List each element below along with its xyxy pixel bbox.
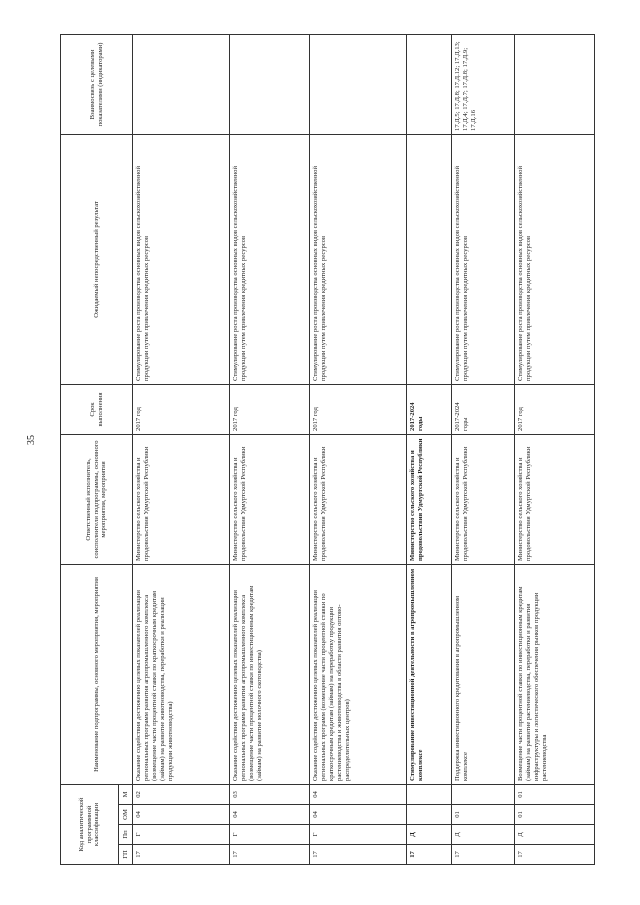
cell-period: 2017 год (309, 384, 406, 434)
cell-gp: 17 (309, 845, 406, 865)
cell-m (452, 784, 515, 804)
cell-pp: Г (309, 825, 406, 845)
table-row (230, 34, 310, 864)
cell-m: 03 (230, 784, 310, 804)
cell-relation (133, 34, 230, 134)
cell-gp: 17 (133, 845, 230, 865)
cell-result: Стимулирование роста производства основных видов сельскохозяйственной продукции путем привлечения кредитных ресурсов (309, 134, 406, 384)
cell-name: Стимулирование инвестиционной деятельности в агропромышленном комплексе (407, 564, 452, 784)
period-header: Срок выполнения (61, 384, 133, 434)
cell-om: 01 (515, 805, 595, 825)
cell-pp: Г (230, 825, 310, 845)
cell-responsible: Министерство сельского хозяйства и продовольствия Удмуртской Республики (452, 434, 515, 564)
cell-result: Стимулирование роста производства основных видов сельскохозяйственной продукции путем привлечения кредитных ресурсов (452, 134, 515, 384)
cell-m (407, 784, 452, 804)
cell-period: 2017 год (230, 384, 310, 434)
cell-period: 2017 год (515, 384, 595, 434)
cell-gp: 17 (407, 845, 452, 865)
cell-name: Возмещение части процентной ставки по инвестиционным кредитам (займам) на развитие растениеводства, переработки и развития инфраструктуры и логистического обеспечения рынков продукции растениеводства (515, 564, 595, 784)
table-row (133, 34, 230, 864)
code-pp-header: Пп (119, 825, 133, 845)
cell-om: 01 (452, 805, 515, 825)
cell-m: 02 (133, 784, 230, 804)
cell-responsible: Министерство сельского хозяйства и продовольствия Удмуртской Республики (407, 434, 452, 564)
cell-om (407, 805, 452, 825)
program-table (60, 34, 595, 865)
table-body (133, 34, 595, 864)
cell-responsible: Министерство сельского хозяйства и продовольствия Удмуртской Республики (133, 434, 230, 564)
cell-period: 2017-2024 годы (407, 384, 452, 434)
cell-om: 04 (133, 805, 230, 825)
cell-result: Стимулирование роста производства основных видов сельскохозяйственной продукции путем привлечения кредитных ресурсов (230, 134, 310, 384)
cell-om: 04 (309, 805, 406, 825)
cell-gp: 17 (230, 845, 310, 865)
cell-pp: Г (133, 825, 230, 845)
cell-m: 04 (309, 784, 406, 804)
code-gp-header: ГП (119, 845, 133, 865)
code-om-header: ОМ (119, 805, 133, 825)
cell-period: 2017-2024 годы (452, 384, 515, 434)
header-row-1 (61, 34, 119, 864)
cell-pp: Д (515, 825, 595, 845)
cell-name: Оказание содействия достижению целевых показателей реализации региональных программ развития агропромышленного комплекса (возмещение части процентной ставки по инвестиционным кредитам (займам) на развитие молочного скотоводства) (230, 564, 310, 784)
table-row (452, 34, 515, 864)
cell-responsible: Министерство сельского хозяйства и продовольствия Удмуртской Республики (515, 434, 595, 564)
cell-responsible: Министерство сельского хозяйства и продовольствия Удмуртской Республики (230, 434, 310, 564)
cell-om: 04 (230, 805, 310, 825)
cell-pp: Д (452, 825, 515, 845)
rotated-table-container (60, 35, 595, 865)
cell-pp: Д (407, 825, 452, 845)
name-header: Наименование подпрограммы, основного мероприятия, мероприятия (61, 564, 133, 784)
cell-gp: 17 (515, 845, 595, 865)
responsible-header: Ответственный исполнитель, соисполнители подпрограммы, основного мероприятия, мероприятия (61, 434, 133, 564)
cell-name: Оказание содействия достижению целевых показателей реализации региональных программ (возмещение части процентной ставки по краткосрочным кредитам (займам) на переработку продукции растениеводства и животноводства в области развития оптово-распределительных центров) (309, 564, 406, 784)
cell-relation (230, 34, 310, 134)
cell-responsible: Министерство сельского хозяйства и продовольствия Удмуртской Республики (309, 434, 406, 564)
table-row (407, 34, 452, 864)
cell-relation: 17.Д.5; 17.Д.8; 17.Д.12; 17.Д.13; 17.Д.4; 17.Д.7; 17.Д.8; 17.Д.9; 17.Д.16 (452, 34, 515, 134)
cell-name: Оказание содействия достижению целевых показателей реализации региональных программ развития агропромышленного комплекса (возмещение части процентной ставки по краткосрочным кредитам (займам) на развитие животноводства, переработки и реализации продукции животноводства) (133, 564, 230, 784)
cell-result: Стимулирование роста производства основных видов сельскохозяйственной продукции путем привлечения кредитных ресурсов (133, 134, 230, 384)
table-row (515, 34, 595, 864)
cell-result (407, 134, 452, 384)
cell-result: Стимулирование роста производства основных видов сельскохозяйственной продукции путем привлечения кредитных ресурсов (515, 134, 595, 384)
code-group-header: Код аналитической программной классификации (61, 784, 119, 864)
result-header: Ожидаемый непосредственный результат (61, 134, 133, 384)
page-number: 35 (26, 435, 37, 445)
cell-period: 2017 год (133, 384, 230, 434)
cell-relation (309, 34, 406, 134)
cell-m: 01 (515, 784, 595, 804)
cell-gp: 17 (452, 845, 515, 865)
relation-header: Взаимосвязь с целевыми показателями (индикаторами) (61, 34, 133, 134)
cell-relation (515, 34, 595, 134)
table-row (309, 34, 406, 864)
code-m-header: М (119, 784, 133, 804)
cell-relation (407, 34, 452, 134)
cell-name: Поддержка инвестиционного кредитования в агропромышленном комплексе (452, 564, 515, 784)
